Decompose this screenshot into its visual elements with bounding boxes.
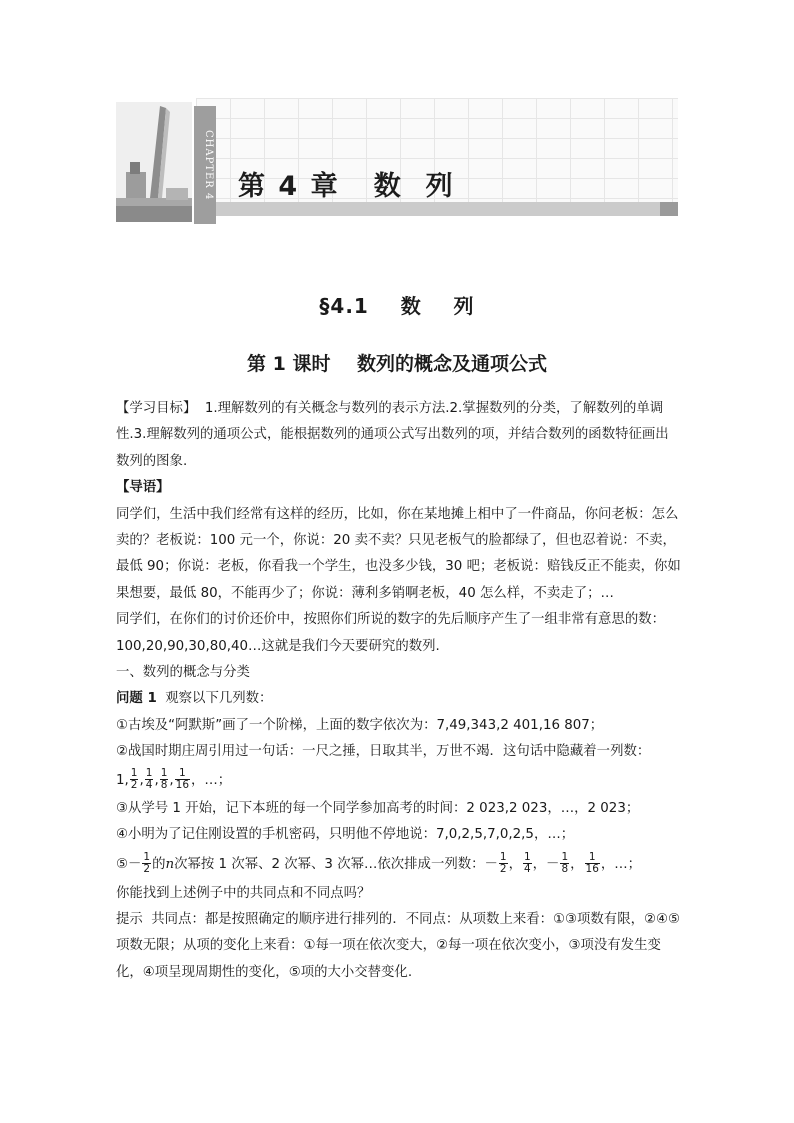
fraction-1-2 <box>499 852 508 875</box>
fraction-numerator: 1 <box>523 851 531 863</box>
part1-heading: 一、数列的概念与分类 <box>116 665 250 681</box>
item5-separator: ，－ <box>532 856 560 872</box>
problem1-item-4: ④小明为了记住刚设置的手机密码，只明他不停地说：7,0,2,5,7,0,2,5，…； <box>116 827 575 843</box>
problem1-question: 你能找到上述例子中的共同点和不同点吗？ <box>116 885 371 901</box>
chapter-label-en: CHAPTER 4 <box>203 129 214 201</box>
fraction-denominator: 8 <box>160 779 168 792</box>
chapter-title: 第 4 章 数 列 <box>238 171 455 202</box>
seq-tail: ，…； <box>191 772 232 788</box>
section-title: §4.1 数 列 <box>319 294 475 318</box>
item5-text: 次幂按 1 次幂、2 次幂、3 次幂…依次排成一列数：－ <box>174 856 498 872</box>
chapter-banner <box>116 98 678 226</box>
problem1-hint <box>116 907 682 986</box>
monument-photo <box>116 102 192 222</box>
fraction-1-16 <box>585 852 600 875</box>
seq-separator: , <box>124 772 129 788</box>
intro-paragraph-2: 同学们，在你们的讨价还价中，按照你们所说的数字的先后顺序产生了一组非常有意思的数：100,20,90,30,80,40…这就是我们今天要研究的数列. <box>116 612 666 654</box>
problem1-item-5 <box>116 849 682 881</box>
fraction-denominator: 2 <box>499 863 507 875</box>
intro-label: 【导语】 <box>116 480 170 496</box>
fraction-denominator: 16 <box>175 779 190 792</box>
item5-text: 的 <box>152 856 166 872</box>
fraction-numerator: 1 <box>143 851 151 863</box>
lesson-title: 第 1 课时 数列的概念及通项公式 <box>247 353 547 375</box>
fraction-denominator: 16 <box>585 863 599 875</box>
lesson-content <box>116 396 682 986</box>
fraction-denominator: 2 <box>143 863 151 875</box>
seq-separator: , <box>139 772 144 788</box>
problem1-prompt: 观察以下几列数： <box>156 691 273 707</box>
fraction-1-2 <box>142 852 151 875</box>
goals-label: 【学习目标】 <box>116 401 197 416</box>
item5-tail: ，…； <box>600 856 642 872</box>
hint-text: 共同点：都是按照确定的顺序进行排列的．不同点：从项数上来看：①③项数有限，②④⑤项数无限；从项的变化上来看：①每一项在依次变大，②每一项在依次变小，③项没有发生变化，④项呈现周期性的变化，⑤项的大小交替变化. <box>116 911 680 980</box>
fraction-denominator: 2 <box>130 779 138 792</box>
banner-bottom-bar <box>196 202 678 216</box>
fraction-numerator: 1 <box>561 851 569 863</box>
problem1-line <box>116 686 682 712</box>
seq-separator: , <box>154 772 159 788</box>
learning-goals <box>116 396 682 475</box>
fraction-1-2 <box>130 768 139 791</box>
fraction-numerator: 1 <box>499 851 507 863</box>
intro-paragraph-1: 同学们，生活中我们经常有这样的经历，比如，你在某地摊上相中了一件商品，你问老板：怎么卖的？老板说：100 元一个，你说：20 卖不卖？只见老板气的脸都绿了，但也忍着说：不卖，最低 90；你说：老板，你看我一个学生，也没多少钱，30 吧；老板说：赔钱反正不能卖，你如果想要，最低 80，不能再少了；你说：薄利多销啊老板，40 怎么样，不卖走了；… <box>116 506 681 601</box>
fraction-numerator: 1 <box>145 767 153 780</box>
hint-label: 提示 <box>116 911 143 927</box>
seq-separator: , <box>169 772 174 788</box>
fraction-denominator: 8 <box>561 863 569 875</box>
problem1-item-1: ①古埃及“阿默斯”画了一个阶梯，上面的数字依次为：7,49,343,2 401,16 807； <box>116 717 604 733</box>
fraction-numerator: 1 <box>585 852 600 864</box>
fraction-1-16 <box>175 768 190 791</box>
problem1-label: 问题 1 <box>116 691 157 707</box>
monument-illustration <box>116 102 192 222</box>
fraction-1-8 <box>560 852 569 875</box>
item5-separator: ， <box>508 856 522 872</box>
item5-separator: ， <box>570 856 584 872</box>
fraction-1-4 <box>523 852 532 875</box>
goals-text: 1.理解数列的有关概念与数列的表示方法.2.掌握数列的分类，了解数列的单调性.3.理解数列的通项公式，能根据数列的通项公式写出数列的项，并结合数列的函数特征画出数列的图象. <box>116 401 669 469</box>
item5-prefix: ⑤－ <box>116 856 142 872</box>
fraction-numerator: 1 <box>175 768 190 780</box>
problem1-item-2-sequence <box>116 766 682 796</box>
problem1-item-3: ③从学号 1 开始，记下本班的每一个同学参加高考的时间：2 023,2 023，…，2 023； <box>116 800 640 816</box>
fraction-numerator: 1 <box>160 767 168 780</box>
fraction-denominator: 4 <box>523 863 531 875</box>
fraction-1-4 <box>145 768 154 791</box>
problem1-item-2: ②战国时期庄周引用过一句话：一尺之捶，日取其半，万世不竭．这句话中隐藏着一列数： <box>116 744 651 760</box>
fraction-numerator: 1 <box>130 767 138 780</box>
chapter-side-tab <box>194 106 216 224</box>
variable-n: n <box>165 856 175 872</box>
seq-first-term: 1 <box>116 772 125 788</box>
fraction-1-8 <box>160 768 169 791</box>
banner-bar-end-block <box>660 202 678 216</box>
fraction-denominator: 4 <box>145 779 153 792</box>
